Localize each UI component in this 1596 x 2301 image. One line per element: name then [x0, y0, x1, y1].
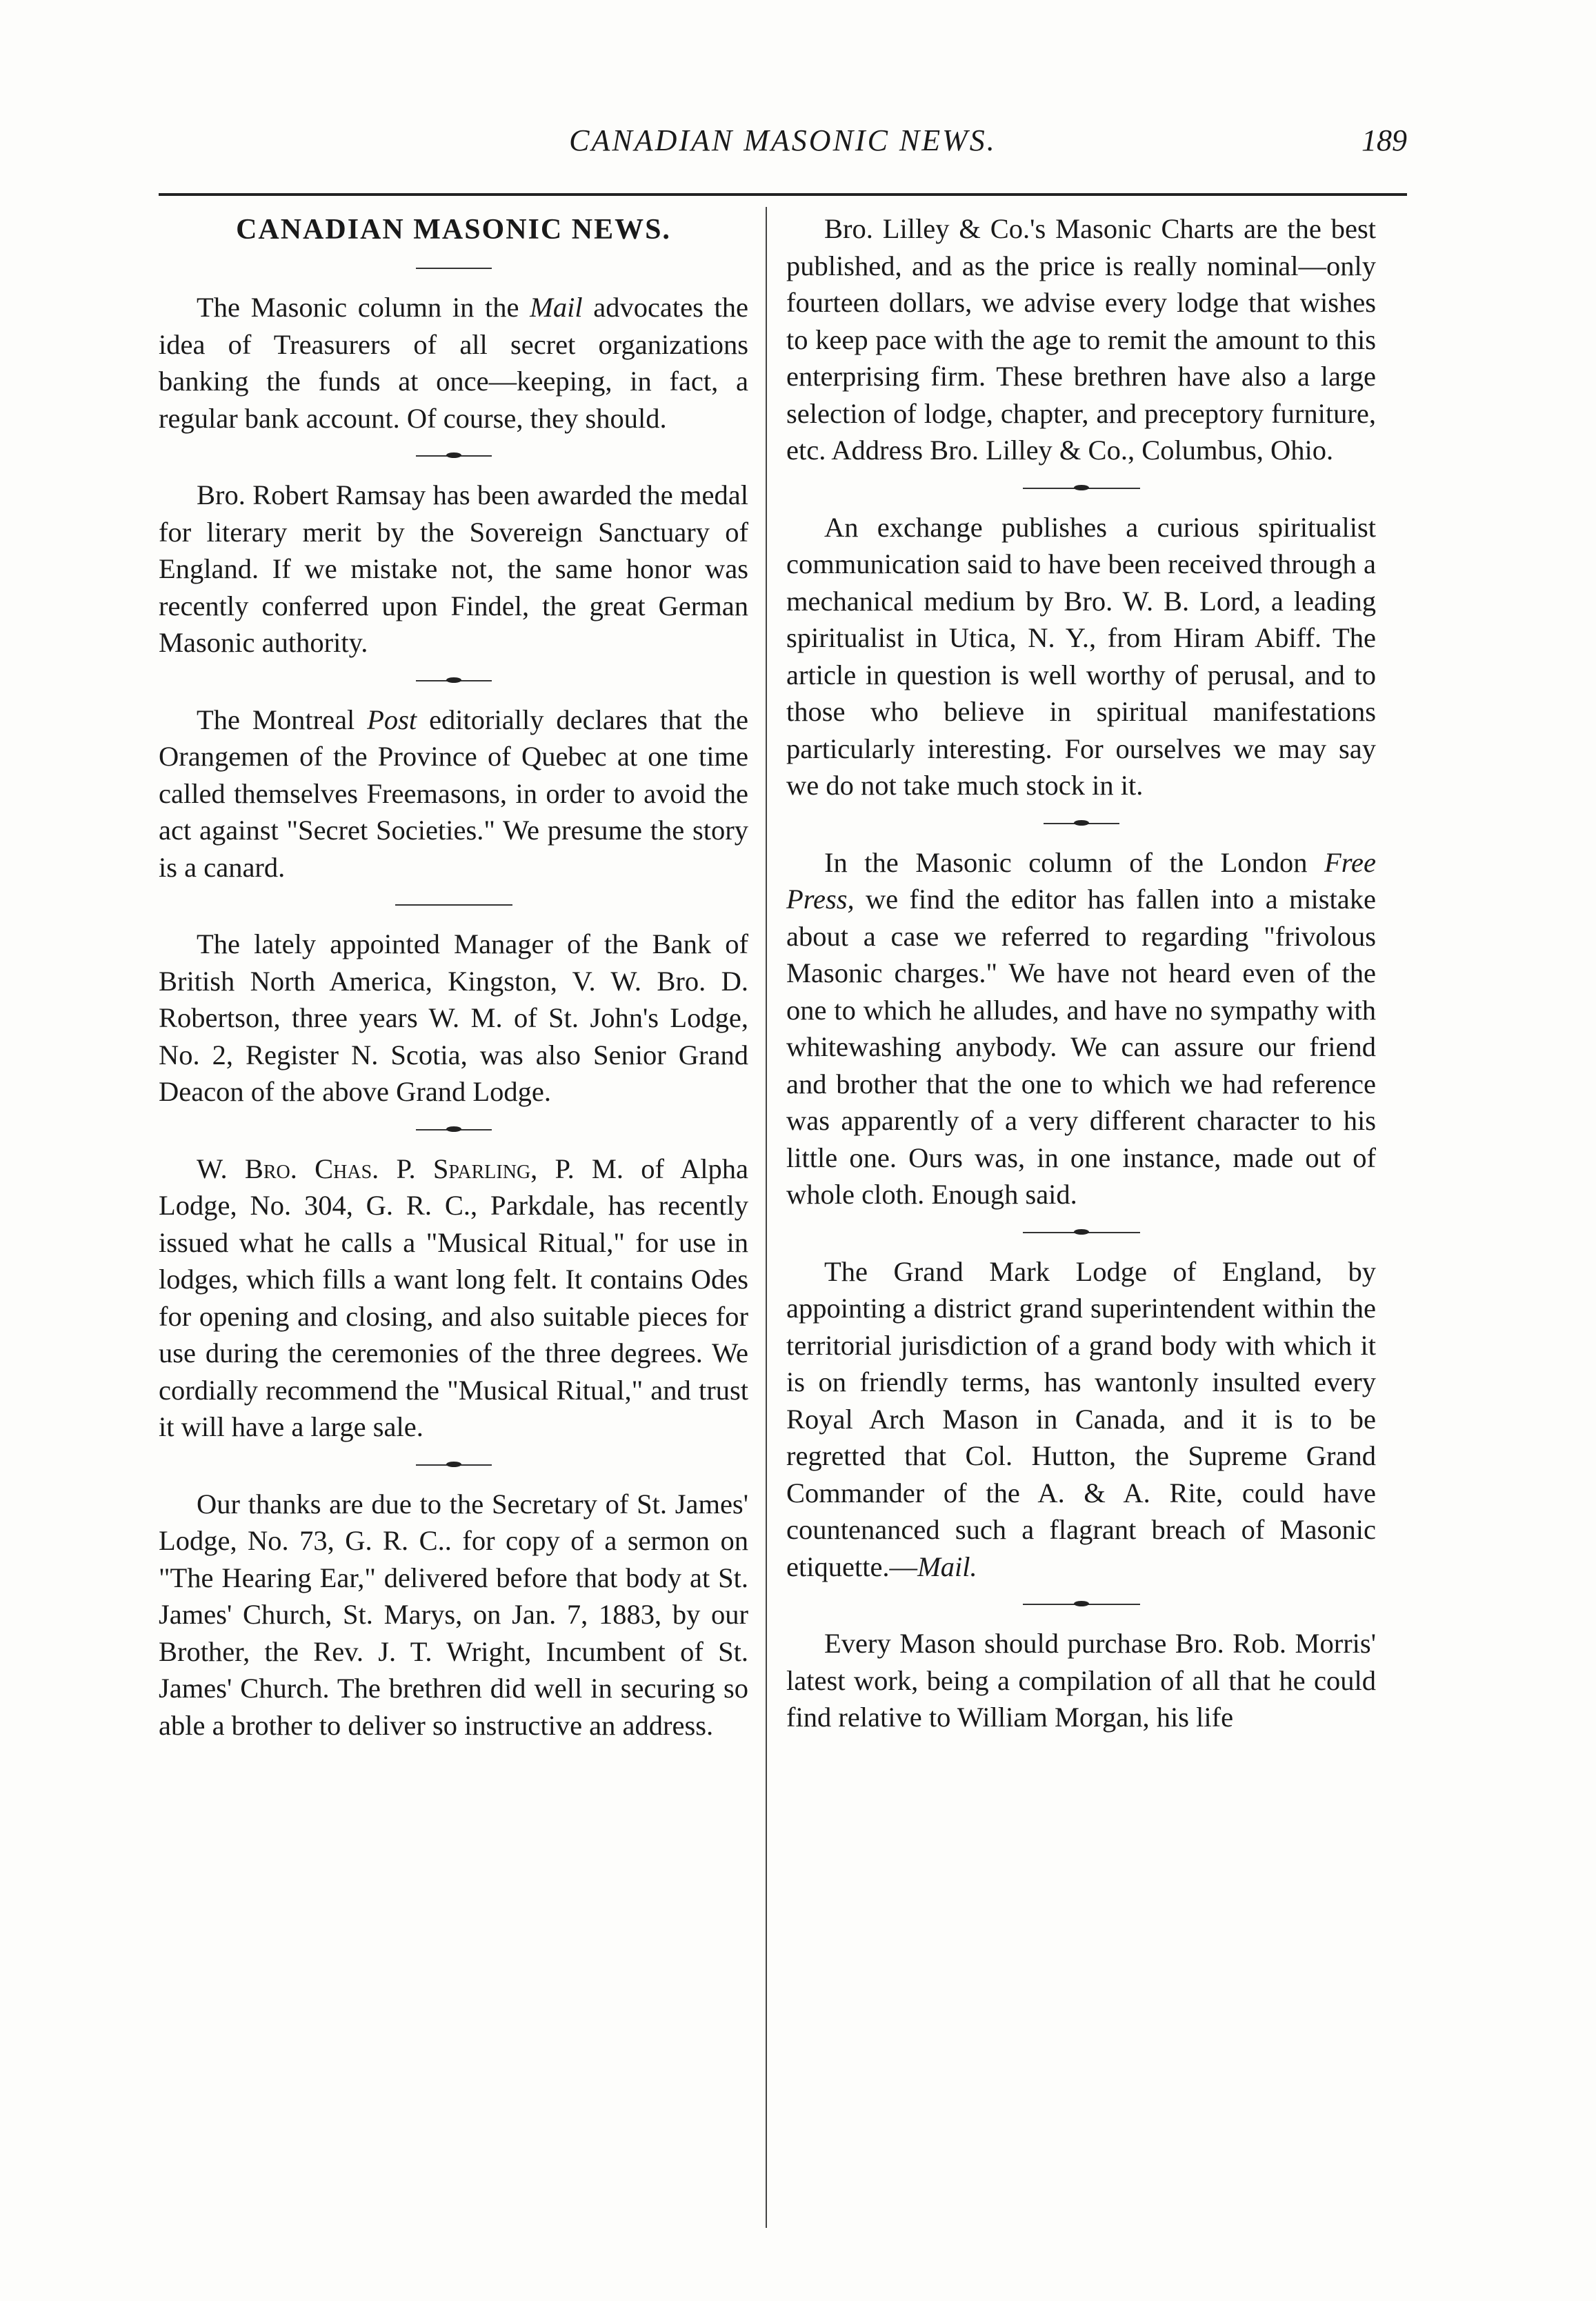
- separator-rule: [1023, 484, 1140, 492]
- separator-rule: [416, 264, 492, 272]
- article-bank-manager: The lately appointed Manager of the Bank of British North America, Kingston, V. W. Bro. D. Robertson, three years W. M. of St. John's Lodge, No. 2, Register N. Scotia, was also Senior Grand Deacon of the above Grand Lodge.: [159, 928, 748, 1107]
- article-text: we find the editor has fallen into a mistake about a case we referred to regarding "frivolous Masonic charges." We have not heard even of the one to which he alludes, and have no sympathy with whitewashing anybody. We can assure our friend and brother that the one to which we had reference was apparently of a very different character to his little one. Ours was, in one instance, made out of whole cloth. Enough said.: [786, 884, 1376, 1210]
- right-column: [786, 210, 1376, 1736]
- article-lilley-charts: Bro. Lilley & Co.'s Masonic Charts are the best published, and as the price is really nominal—only fourteen dollars, we advise every lodge that wishes to keep pace with the age to remit the amount to this enterprising firm. These brethren have also a large selection of lodge, chapter, and preceptory furniture, etc. Address Bro. Lilley & Co., Columbus, Ohio.: [786, 213, 1376, 466]
- article-text: The Montreal: [197, 704, 368, 735]
- publication-name: Mail: [530, 292, 583, 323]
- article-text: advocates the idea of Treasurers of all secret organizations banking the funds at once—keeping, in fact, a regular bank account. Of course, they should.: [159, 292, 748, 434]
- left-column: [159, 210, 748, 1744]
- article-spiritualist-communication: An exchange publishes a curious spiritualist communication said to have been received through a mechanical medium by Bro. W. B. Lord, a leading spiritualist in Utica, N. Y., from Hiram Abiff. The article in question is well worthy of perusal, and to those who believe in spiritual manifestations particularly interesting. For ourselves we may say we do not take much stock in it.: [786, 511, 1376, 801]
- separator-rule: [1023, 1228, 1140, 1237]
- page-header: [159, 123, 1407, 171]
- separator-rule: [416, 452, 492, 460]
- author-name: W. Bro. Chas. P. Sparling,: [197, 1153, 538, 1184]
- separator-rule: [416, 677, 492, 685]
- separator-rule: [395, 901, 512, 909]
- header-rule: [159, 193, 1407, 196]
- article-text: The Masonic column in the: [197, 292, 530, 323]
- article-musical-ritual: [159, 1150, 748, 1446]
- separator-rule: [1044, 819, 1119, 828]
- article-text: P. M. of Alpha Lodge, No. 304, G. R. C., Parkdale, has recently issued what he calls a "Musical Ritual," for use in lodges, which fills a want long felt. It contains Odes for opening and closing, and also suitable pieces for use during the ceremonies of the three degrees. We cordially recommend the "Musical Ritual," and trust it will have a large sale.: [159, 1153, 748, 1442]
- separator-rule: [1023, 1600, 1140, 1608]
- publication-name: Post: [367, 704, 417, 735]
- article-text: The Grand Mark Lodge of England, by appointing a district grand superintendent within the territorial jurisdiction of a grand body with which it is on friendly terms, has wantonly insulted every Royal Arch Mason in Canada, and it is to be regretted that Col. Hutton, the Supreme Grand Commander of the A. & A. Rite, could have countenanced such a flagrant breach of Masonic etiquette.—: [786, 1255, 1376, 1582]
- article-montreal-post: [159, 701, 748, 886]
- page-number: 189: [1361, 123, 1407, 157]
- article-ramsay-medal: Bro. Robert Ramsay has been awarded the medal for literary merit by the Sovereign Sanctuary of England. If we mistake not, the same honor was recently conferred upon Findel, the great German Masonic authority.: [159, 479, 748, 658]
- article-treasurers-banking: [159, 289, 748, 437]
- article-grand-mark-lodge: [786, 1253, 1376, 1586]
- publication-name: Mail.: [917, 1551, 977, 1582]
- article-hearing-ear-sermon: Our thanks are due to the Secretary of St. James' Lodge, No. 73, G. R. C.. for copy of a sermon on "The Hearing Ear," delivered before that body at St. James' Church, St. Marys, on Jan. 7, 1883, by our Brother, the Rev. J. T. Wright, Incumbent of St. James' Church. The brethren did well in securing so able a brother to deliver so instructive an address.: [159, 1488, 748, 1741]
- article-free-press: [786, 844, 1376, 1213]
- article-morris-work: Every Mason should purchase Bro. Rob. Morris' latest work, being a compilation of all that he could find relative to William Morgan, his life: [786, 1628, 1376, 1733]
- separator-rule: [416, 1461, 492, 1469]
- section-heading: CANADIAN MASONIC NEWS.: [236, 214, 671, 246]
- running-title: CANADIAN MASONIC NEWS.: [569, 123, 997, 157]
- separator-rule: [416, 1126, 492, 1134]
- article-text: In the Masonic column of the London: [824, 846, 1325, 878]
- column-divider: [766, 207, 767, 2228]
- article-text: editorially declares that the Orangemen of the Province of Quebec at one time called themselves Freemasons, in order to avoid the act against "Secret Societies." We presume the story is a canard.: [159, 704, 748, 883]
- publication-name: Free Press,: [786, 846, 1376, 915]
